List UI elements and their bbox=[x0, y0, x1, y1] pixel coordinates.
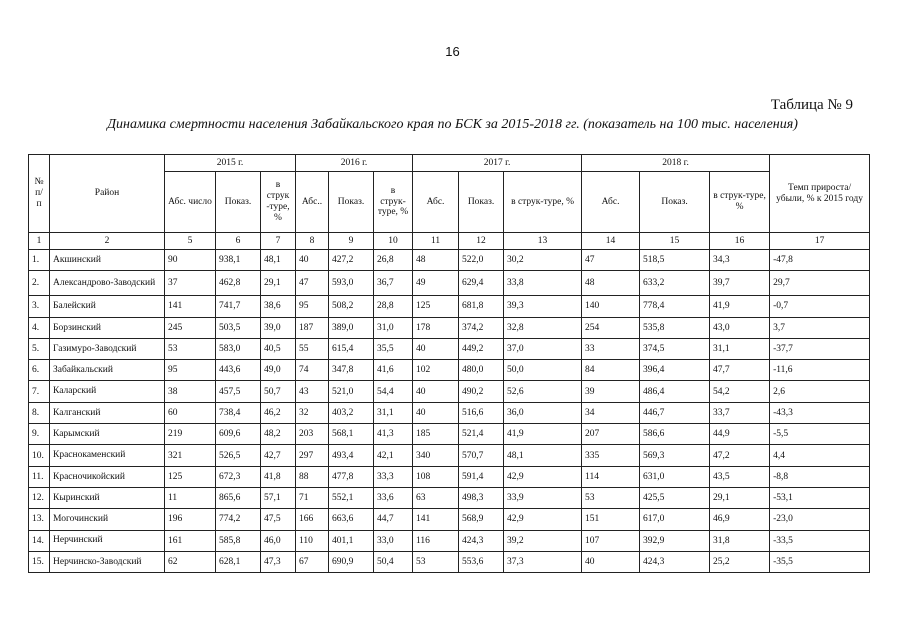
cell-row-number: 6. bbox=[29, 360, 50, 381]
cell-row-number: 13. bbox=[29, 509, 50, 530]
cell-growth: -43,3 bbox=[770, 402, 870, 423]
cell-rate-2017: 424,3 bbox=[459, 530, 504, 551]
cell-abs-2015: 245 bbox=[165, 317, 216, 338]
cell-abs-2016: 297 bbox=[296, 445, 329, 466]
column-number: 10 bbox=[374, 233, 413, 250]
cell-district-name: Александрово-Заводский bbox=[50, 271, 165, 296]
cell-rate-2015: 585,8 bbox=[216, 530, 261, 551]
cell-growth: -53,1 bbox=[770, 487, 870, 508]
cell-share-2018: 31,1 bbox=[710, 338, 770, 359]
header-year-2015: 2015 г. bbox=[165, 155, 296, 172]
cell-share-2017: 39,2 bbox=[504, 530, 582, 551]
cell-share-2018: 47,7 bbox=[710, 360, 770, 381]
cell-share-2016: 31,0 bbox=[374, 317, 413, 338]
cell-abs-2015: 62 bbox=[165, 551, 216, 572]
cell-rate-2015: 738,4 bbox=[216, 402, 261, 423]
cell-growth: -11,6 bbox=[770, 360, 870, 381]
cell-abs-2016: 187 bbox=[296, 317, 329, 338]
cell-rate-2018: 392,9 bbox=[640, 530, 710, 551]
cell-share-2017: 37,3 bbox=[504, 551, 582, 572]
cell-rate-2018: 424,3 bbox=[640, 551, 710, 572]
subheader-abs: Абс. число bbox=[165, 172, 216, 233]
header-year-2018: 2018 г. bbox=[582, 155, 770, 172]
cell-share-2017: 33,8 bbox=[504, 271, 582, 296]
cell-abs-2017: 178 bbox=[413, 317, 459, 338]
table-row bbox=[29, 381, 870, 402]
cell-share-2015: 42,7 bbox=[261, 445, 296, 466]
cell-share-2018: 25,2 bbox=[710, 551, 770, 572]
cell-rate-2015: 526,5 bbox=[216, 445, 261, 466]
cell-share-2017: 39,3 bbox=[504, 296, 582, 317]
cell-share-2017: 37,0 bbox=[504, 338, 582, 359]
cell-share-2015: 46,2 bbox=[261, 402, 296, 423]
cell-share-2016: 54,4 bbox=[374, 381, 413, 402]
cell-rate-2017: 591,4 bbox=[459, 466, 504, 487]
header-growth: Темп прироста/ убыли, % к 2015 году bbox=[770, 155, 870, 233]
cell-abs-2016: 88 bbox=[296, 466, 329, 487]
cell-growth: -35,5 bbox=[770, 551, 870, 572]
cell-rate-2015: 583,0 bbox=[216, 338, 261, 359]
cell-abs-2017: 185 bbox=[413, 424, 459, 445]
cell-row-number: 10. bbox=[29, 445, 50, 466]
cell-abs-2015: 90 bbox=[165, 250, 216, 271]
cell-abs-2018: 48 bbox=[582, 271, 640, 296]
cell-abs-2017: 49 bbox=[413, 271, 459, 296]
cell-row-number: 11. bbox=[29, 466, 50, 487]
cell-growth: -47,8 bbox=[770, 250, 870, 271]
cell-share-2015: 40,5 bbox=[261, 338, 296, 359]
cell-abs-2018: 151 bbox=[582, 509, 640, 530]
table-row bbox=[29, 466, 870, 487]
cell-rate-2018: 586,6 bbox=[640, 424, 710, 445]
cell-abs-2018: 47 bbox=[582, 250, 640, 271]
cell-share-2017: 42,9 bbox=[504, 509, 582, 530]
subheader-abs: Абс.. bbox=[296, 172, 329, 233]
cell-abs-2017: 40 bbox=[413, 402, 459, 423]
cell-abs-2015: 219 bbox=[165, 424, 216, 445]
table-row bbox=[29, 445, 870, 466]
cell-abs-2015: 38 bbox=[165, 381, 216, 402]
cell-share-2018: 31,8 bbox=[710, 530, 770, 551]
cell-share-2016: 28,8 bbox=[374, 296, 413, 317]
cell-share-2018: 44,9 bbox=[710, 424, 770, 445]
cell-growth: 4,4 bbox=[770, 445, 870, 466]
table-row bbox=[29, 250, 870, 271]
header-district: Район bbox=[50, 155, 165, 233]
cell-rate-2016: 521,0 bbox=[329, 381, 374, 402]
cell-rate-2016: 493,4 bbox=[329, 445, 374, 466]
cell-rate-2017: 570,7 bbox=[459, 445, 504, 466]
cell-abs-2016: 203 bbox=[296, 424, 329, 445]
cell-district-name: Могочинский bbox=[50, 509, 165, 530]
cell-share-2015: 48,1 bbox=[261, 250, 296, 271]
cell-abs-2018: 33 bbox=[582, 338, 640, 359]
cell-abs-2015: 11 bbox=[165, 487, 216, 508]
cell-share-2018: 34,3 bbox=[710, 250, 770, 271]
cell-rate-2017: 629,4 bbox=[459, 271, 504, 296]
cell-share-2018: 43,0 bbox=[710, 317, 770, 338]
cell-rate-2016: 403,2 bbox=[329, 402, 374, 423]
column-number-row bbox=[29, 233, 870, 250]
cell-share-2016: 44,7 bbox=[374, 509, 413, 530]
header-year-2017: 2017 г. bbox=[413, 155, 582, 172]
cell-row-number: 2. bbox=[29, 271, 50, 296]
cell-abs-2017: 108 bbox=[413, 466, 459, 487]
cell-row-number: 14. bbox=[29, 530, 50, 551]
cell-rate-2018: 633,2 bbox=[640, 271, 710, 296]
cell-abs-2015: 95 bbox=[165, 360, 216, 381]
cell-abs-2016: 47 bbox=[296, 271, 329, 296]
cell-abs-2016: 67 bbox=[296, 551, 329, 572]
cell-row-number: 8. bbox=[29, 402, 50, 423]
cell-share-2015: 46,0 bbox=[261, 530, 296, 551]
cell-share-2017: 50,0 bbox=[504, 360, 582, 381]
table-row bbox=[29, 509, 870, 530]
cell-growth: -33,5 bbox=[770, 530, 870, 551]
table-row bbox=[29, 402, 870, 423]
cell-share-2016: 26,8 bbox=[374, 250, 413, 271]
cell-abs-2015: 125 bbox=[165, 466, 216, 487]
cell-growth: -8,8 bbox=[770, 466, 870, 487]
cell-share-2018: 39,7 bbox=[710, 271, 770, 296]
column-number: 7 bbox=[261, 233, 296, 250]
cell-share-2016: 50,4 bbox=[374, 551, 413, 572]
cell-share-2017: 52,6 bbox=[504, 381, 582, 402]
cell-abs-2016: 43 bbox=[296, 381, 329, 402]
subheader-rate: Показ. bbox=[216, 172, 261, 233]
cell-share-2015: 57,1 bbox=[261, 487, 296, 508]
cell-district-name: Газимуро-Заводский bbox=[50, 338, 165, 359]
header-no: № п/ п bbox=[29, 155, 50, 233]
cell-rate-2016: 477,8 bbox=[329, 466, 374, 487]
cell-rate-2016: 593,0 bbox=[329, 271, 374, 296]
cell-district-name: Каларский bbox=[50, 381, 165, 402]
cell-rate-2017: 681,8 bbox=[459, 296, 504, 317]
table-row bbox=[29, 424, 870, 445]
cell-abs-2018: 84 bbox=[582, 360, 640, 381]
cell-rate-2018: 425,5 bbox=[640, 487, 710, 508]
cell-abs-2015: 37 bbox=[165, 271, 216, 296]
table-row bbox=[29, 317, 870, 338]
cell-share-2016: 31,1 bbox=[374, 402, 413, 423]
cell-row-number: 12. bbox=[29, 487, 50, 508]
cell-abs-2017: 63 bbox=[413, 487, 459, 508]
cell-share-2016: 33,0 bbox=[374, 530, 413, 551]
cell-share-2017: 36,0 bbox=[504, 402, 582, 423]
cell-abs-2015: 53 bbox=[165, 338, 216, 359]
cell-growth: -5,5 bbox=[770, 424, 870, 445]
cell-abs-2016: 32 bbox=[296, 402, 329, 423]
cell-rate-2016: 690,9 bbox=[329, 551, 374, 572]
cell-share-2017: 33,9 bbox=[504, 487, 582, 508]
cell-growth: 2,6 bbox=[770, 381, 870, 402]
cell-district-name: Борзинский bbox=[50, 317, 165, 338]
page-number: 16 bbox=[445, 44, 460, 59]
column-number: 6 bbox=[216, 233, 261, 250]
cell-rate-2015: 443,6 bbox=[216, 360, 261, 381]
cell-rate-2015: 741,7 bbox=[216, 296, 261, 317]
column-number: 5 bbox=[165, 233, 216, 250]
cell-rate-2018: 486,4 bbox=[640, 381, 710, 402]
subheader-rate: Показ. bbox=[459, 172, 504, 233]
subheader-share: в струк-туре, % bbox=[710, 172, 770, 233]
subheader-share: в струк -туре, % bbox=[261, 172, 296, 233]
cell-row-number: 1. bbox=[29, 250, 50, 271]
cell-rate-2017: 522,0 bbox=[459, 250, 504, 271]
cell-rate-2018: 569,3 bbox=[640, 445, 710, 466]
cell-share-2017: 32,8 bbox=[504, 317, 582, 338]
cell-rate-2015: 865,6 bbox=[216, 487, 261, 508]
cell-abs-2018: 34 bbox=[582, 402, 640, 423]
cell-abs-2016: 74 bbox=[296, 360, 329, 381]
cell-share-2018: 41,9 bbox=[710, 296, 770, 317]
cell-rate-2018: 631,0 bbox=[640, 466, 710, 487]
cell-rate-2015: 774,2 bbox=[216, 509, 261, 530]
cell-share-2016: 41,6 bbox=[374, 360, 413, 381]
cell-rate-2016: 389,0 bbox=[329, 317, 374, 338]
cell-abs-2015: 141 bbox=[165, 296, 216, 317]
cell-rate-2015: 938,1 bbox=[216, 250, 261, 271]
column-number: 11 bbox=[413, 233, 459, 250]
cell-rate-2017: 374,2 bbox=[459, 317, 504, 338]
cell-share-2015: 49,0 bbox=[261, 360, 296, 381]
cell-rate-2015: 628,1 bbox=[216, 551, 261, 572]
cell-district-name: Нерчинский bbox=[50, 530, 165, 551]
cell-district-name: Кыринский bbox=[50, 487, 165, 508]
subheader-rate: Показ. bbox=[640, 172, 710, 233]
cell-share-2018: 29,1 bbox=[710, 487, 770, 508]
table-row bbox=[29, 338, 870, 359]
mortality-table bbox=[28, 154, 870, 573]
cell-rate-2016: 568,1 bbox=[329, 424, 374, 445]
cell-share-2016: 41,3 bbox=[374, 424, 413, 445]
cell-abs-2017: 48 bbox=[413, 250, 459, 271]
cell-share-2015: 41,8 bbox=[261, 466, 296, 487]
column-number: 14 bbox=[582, 233, 640, 250]
subheader-share: в струк-туре, % bbox=[374, 172, 413, 233]
column-number: 13 bbox=[504, 233, 582, 250]
cell-row-number: 9. bbox=[29, 424, 50, 445]
cell-share-2015: 39,0 bbox=[261, 317, 296, 338]
cell-rate-2017: 568,9 bbox=[459, 509, 504, 530]
cell-abs-2017: 102 bbox=[413, 360, 459, 381]
cell-share-2016: 36,7 bbox=[374, 271, 413, 296]
cell-district-name: Калганский bbox=[50, 402, 165, 423]
column-number: 2 bbox=[50, 233, 165, 250]
cell-rate-2016: 663,6 bbox=[329, 509, 374, 530]
cell-rate-2015: 462,8 bbox=[216, 271, 261, 296]
cell-share-2017: 30,2 bbox=[504, 250, 582, 271]
cell-share-2015: 38,6 bbox=[261, 296, 296, 317]
cell-row-number: 3. bbox=[29, 296, 50, 317]
cell-rate-2017: 449,2 bbox=[459, 338, 504, 359]
subheader-rate: Показ. bbox=[329, 172, 374, 233]
cell-abs-2018: 107 bbox=[582, 530, 640, 551]
table-row bbox=[29, 271, 870, 296]
cell-abs-2018: 114 bbox=[582, 466, 640, 487]
cell-rate-2017: 516,6 bbox=[459, 402, 504, 423]
cell-abs-2018: 53 bbox=[582, 487, 640, 508]
cell-abs-2017: 340 bbox=[413, 445, 459, 466]
cell-abs-2015: 161 bbox=[165, 530, 216, 551]
table-row bbox=[29, 360, 870, 381]
cell-district-name: Нерчинско-Заводский bbox=[50, 551, 165, 572]
cell-abs-2016: 166 bbox=[296, 509, 329, 530]
cell-rate-2016: 427,2 bbox=[329, 250, 374, 271]
year-header-row bbox=[29, 155, 870, 172]
cell-share-2015: 50,7 bbox=[261, 381, 296, 402]
cell-abs-2017: 40 bbox=[413, 381, 459, 402]
cell-district-name: Красночикойский bbox=[50, 466, 165, 487]
column-number: 1 bbox=[29, 233, 50, 250]
cell-abs-2016: 55 bbox=[296, 338, 329, 359]
cell-rate-2018: 446,7 bbox=[640, 402, 710, 423]
cell-share-2016: 42,1 bbox=[374, 445, 413, 466]
cell-abs-2017: 141 bbox=[413, 509, 459, 530]
cell-abs-2017: 40 bbox=[413, 338, 459, 359]
cell-rate-2018: 778,4 bbox=[640, 296, 710, 317]
cell-district-name: Акшинский bbox=[50, 250, 165, 271]
cell-share-2018: 47,2 bbox=[710, 445, 770, 466]
cell-share-2016: 35,5 bbox=[374, 338, 413, 359]
table-row bbox=[29, 296, 870, 317]
cell-rate-2015: 672,3 bbox=[216, 466, 261, 487]
cell-rate-2016: 401,1 bbox=[329, 530, 374, 551]
cell-rate-2016: 552,1 bbox=[329, 487, 374, 508]
cell-abs-2016: 40 bbox=[296, 250, 329, 271]
cell-row-number: 5. bbox=[29, 338, 50, 359]
cell-abs-2018: 140 bbox=[582, 296, 640, 317]
cell-abs-2015: 321 bbox=[165, 445, 216, 466]
cell-abs-2016: 95 bbox=[296, 296, 329, 317]
cell-share-2015: 29,1 bbox=[261, 271, 296, 296]
cell-abs-2018: 40 bbox=[582, 551, 640, 572]
cell-rate-2016: 508,2 bbox=[329, 296, 374, 317]
cell-rate-2018: 396,4 bbox=[640, 360, 710, 381]
column-number: 12 bbox=[459, 233, 504, 250]
cell-rate-2017: 480,0 bbox=[459, 360, 504, 381]
cell-share-2018: 46,9 bbox=[710, 509, 770, 530]
cell-rate-2017: 521,4 bbox=[459, 424, 504, 445]
cell-growth: -0,7 bbox=[770, 296, 870, 317]
cell-share-2015: 48,2 bbox=[261, 424, 296, 445]
cell-share-2015: 47,5 bbox=[261, 509, 296, 530]
cell-district-name: Забайкальский bbox=[50, 360, 165, 381]
cell-row-number: 4. bbox=[29, 317, 50, 338]
column-number: 9 bbox=[329, 233, 374, 250]
column-number: 17 bbox=[770, 233, 870, 250]
cell-abs-2016: 71 bbox=[296, 487, 329, 508]
cell-rate-2018: 617,0 bbox=[640, 509, 710, 530]
cell-share-2016: 33,3 bbox=[374, 466, 413, 487]
cell-district-name: Карымский bbox=[50, 424, 165, 445]
cell-rate-2017: 498,3 bbox=[459, 487, 504, 508]
table-body bbox=[29, 250, 870, 573]
cell-abs-2017: 125 bbox=[413, 296, 459, 317]
cell-abs-2015: 60 bbox=[165, 402, 216, 423]
cell-rate-2017: 553,6 bbox=[459, 551, 504, 572]
table-label: Таблица № 9 bbox=[770, 97, 853, 113]
column-number: 16 bbox=[710, 233, 770, 250]
cell-rate-2018: 518,5 bbox=[640, 250, 710, 271]
cell-abs-2016: 110 bbox=[296, 530, 329, 551]
cell-growth: -37,7 bbox=[770, 338, 870, 359]
cell-rate-2016: 615,4 bbox=[329, 338, 374, 359]
cell-abs-2018: 39 bbox=[582, 381, 640, 402]
cell-share-2017: 48,1 bbox=[504, 445, 582, 466]
table-title: Динамика смертности населения Забайкальского края по БСК за 2015-2018 гг. (показатель на 100 тыс. населения) bbox=[107, 117, 798, 132]
cell-rate-2015: 457,5 bbox=[216, 381, 261, 402]
column-number: 15 bbox=[640, 233, 710, 250]
cell-share-2018: 43,5 bbox=[710, 466, 770, 487]
cell-share-2016: 33,6 bbox=[374, 487, 413, 508]
cell-rate-2017: 490,2 bbox=[459, 381, 504, 402]
cell-share-2018: 33,7 bbox=[710, 402, 770, 423]
cell-row-number: 15. bbox=[29, 551, 50, 572]
cell-share-2017: 42,9 bbox=[504, 466, 582, 487]
subheader-abs: Абс. bbox=[582, 172, 640, 233]
column-number: 8 bbox=[296, 233, 329, 250]
cell-abs-2017: 53 bbox=[413, 551, 459, 572]
cell-abs-2017: 116 bbox=[413, 530, 459, 551]
subheader-abs: Абс. bbox=[413, 172, 459, 233]
cell-abs-2018: 335 bbox=[582, 445, 640, 466]
cell-rate-2018: 535,8 bbox=[640, 317, 710, 338]
cell-rate-2015: 609,6 bbox=[216, 424, 261, 445]
cell-growth: 29,7 bbox=[770, 271, 870, 296]
cell-share-2018: 54,2 bbox=[710, 381, 770, 402]
cell-growth: -23,0 bbox=[770, 509, 870, 530]
cell-rate-2018: 374,5 bbox=[640, 338, 710, 359]
cell-share-2015: 47,3 bbox=[261, 551, 296, 572]
table-row bbox=[29, 487, 870, 508]
cell-rate-2016: 347,8 bbox=[329, 360, 374, 381]
subheader-share: в струк-туре, % bbox=[504, 172, 582, 233]
cell-district-name: Балейский bbox=[50, 296, 165, 317]
header-year-2016: 2016 г. bbox=[296, 155, 413, 172]
cell-rate-2015: 503,5 bbox=[216, 317, 261, 338]
cell-district-name: Краснокаменский bbox=[50, 445, 165, 466]
cell-abs-2018: 254 bbox=[582, 317, 640, 338]
table-row bbox=[29, 551, 870, 572]
cell-growth: 3,7 bbox=[770, 317, 870, 338]
cell-abs-2018: 207 bbox=[582, 424, 640, 445]
cell-abs-2015: 196 bbox=[165, 509, 216, 530]
cell-row-number: 7. bbox=[29, 381, 50, 402]
table-row bbox=[29, 530, 870, 551]
cell-share-2017: 41,9 bbox=[504, 424, 582, 445]
